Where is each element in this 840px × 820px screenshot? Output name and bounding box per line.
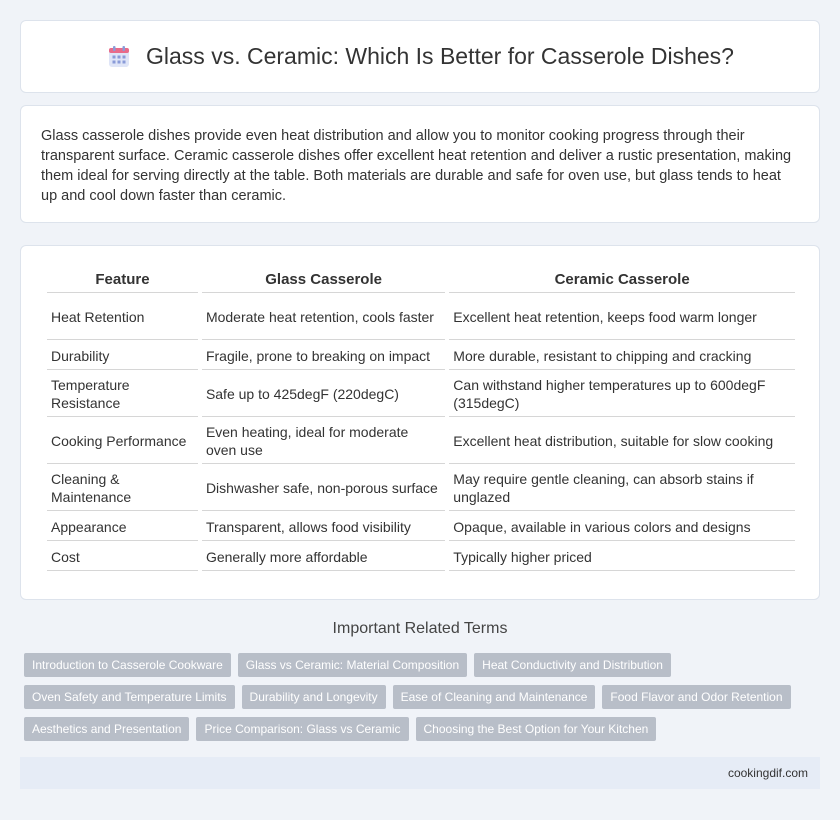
header-ceramic: Ceramic Casserole (449, 268, 795, 293)
page-title (106, 43, 734, 70)
intro-card (20, 105, 820, 223)
tag-intro-cookware[interactable]: Introduction to Casserole Cookware (24, 653, 231, 677)
tag-ease-cleaning[interactable]: Ease of Cleaning and Maintenance (393, 685, 596, 709)
table-row (47, 466, 795, 511)
ceramic-cell: May require gentle cleaning, can absorb stains if unglazed (449, 466, 795, 511)
related-terms-tags (24, 653, 824, 741)
tag-price-comparison[interactable]: Price Comparison: Glass vs Ceramic (196, 717, 408, 741)
tag-flavor-odor[interactable]: Food Flavor and Odor Retention (602, 685, 790, 709)
footer-site-link[interactable]: cookingdif.com (727, 766, 808, 780)
glass-cell: Moderate heat retention, cools faster (202, 295, 445, 340)
glass-cell: Generally more affordable (202, 543, 445, 571)
table-row (47, 513, 795, 541)
comparison-card (20, 245, 820, 600)
feature-cell: Cleaning & Maintenance (47, 466, 198, 511)
table-header-row (47, 268, 795, 293)
related-terms-title: Important Related Terms (332, 620, 508, 637)
glass-cell: Dishwasher safe, non-porous surface (202, 466, 445, 511)
table-row (47, 419, 795, 464)
glass-cell: Safe up to 425degF (220degC) (202, 372, 445, 417)
glass-cell: Transparent, allows food visibility (202, 513, 445, 541)
feature-cell: Cost (47, 543, 198, 571)
feature-cell: Durability (47, 342, 198, 370)
ceramic-cell: More durable, resistant to chipping and cracking (449, 342, 795, 370)
table-row (47, 342, 795, 370)
glass-cell: Even heating, ideal for moderate oven use (202, 419, 445, 464)
table-row (47, 543, 795, 571)
calendar-icon (106, 44, 132, 70)
intro-paragraph: Glass casserole dishes provide even heat distribution and allow you to monitor cooking progress through their transparent surface. Ceramic casserole dishes offer excellent heat retention and deliver a rustic presentation, making them ideal for serving directly at the table. Both materials are durable and safe for oven use, but glass tends to heat up and cool down faster than ceramic. (41, 128, 792, 204)
glass-cell: Fragile, prone to breaking on impact (202, 342, 445, 370)
feature-cell: Cooking Performance (47, 419, 198, 464)
tag-heat-conductivity[interactable]: Heat Conductivity and Distribution (474, 653, 671, 677)
feature-cell: Appearance (47, 513, 198, 541)
ceramic-cell: Excellent heat retention, keeps food warm longer (449, 295, 795, 340)
table-row (47, 372, 795, 417)
footer (20, 757, 820, 789)
ceramic-cell: Can withstand higher temperatures up to 600degF (315degC) (449, 372, 795, 417)
page-title-text: Glass vs. Ceramic: Which Is Better for Casserole Dishes? (146, 43, 734, 69)
feature-cell: Heat Retention (47, 295, 198, 340)
header-glass: Glass Casserole (202, 268, 445, 293)
tag-durability[interactable]: Durability and Longevity (242, 685, 386, 709)
ceramic-cell: Excellent heat distribution, suitable for slow cooking (449, 419, 795, 464)
ceramic-cell: Typically higher priced (449, 543, 795, 571)
ceramic-cell: Opaque, available in various colors and designs (449, 513, 795, 541)
tag-material-composition[interactable]: Glass vs Ceramic: Material Composition (238, 653, 467, 677)
table-row (47, 295, 795, 340)
comparison-table (43, 266, 799, 573)
tag-oven-safety[interactable]: Oven Safety and Temperature Limits (24, 685, 235, 709)
header-feature: Feature (47, 268, 198, 293)
tag-choosing-best[interactable]: Choosing the Best Option for Your Kitchen (416, 717, 657, 741)
feature-cell: Temperature Resistance (47, 372, 198, 417)
title-card (20, 20, 820, 93)
tag-aesthetics[interactable]: Aesthetics and Presentation (24, 717, 189, 741)
